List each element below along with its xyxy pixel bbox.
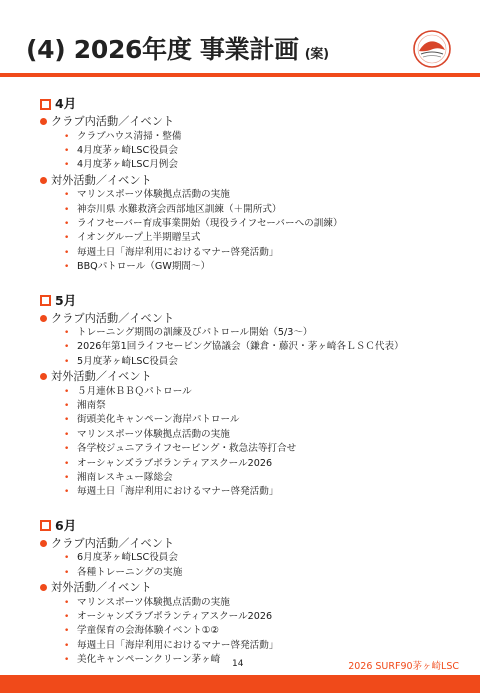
bullet-icon: • (64, 567, 70, 578)
schedule-content (40, 94, 460, 668)
list-item-text: オーシャンズラブボランティアスクール2026 (77, 457, 273, 469)
section-heading (40, 580, 460, 596)
bullet-icon: • (64, 597, 70, 608)
section-label: クラブ内活動／イベント (51, 311, 175, 325)
month-heading (40, 516, 460, 536)
bullet-icon: • (64, 386, 70, 397)
bullet-icon: • (64, 356, 70, 367)
bullet-icon: • (64, 190, 70, 201)
bullet-dot-icon (40, 118, 47, 125)
list-item-text: ５月連休ＢＢＱパトロール (77, 385, 192, 397)
list-item-text: 4月度茅ヶ崎LSC月例会 (77, 159, 178, 171)
list-item (40, 188, 460, 202)
bullet-icon: • (64, 233, 70, 244)
bullet-icon: • (64, 444, 70, 455)
bullet-icon: • (64, 204, 70, 215)
list-item (40, 442, 460, 456)
bullet-icon: • (64, 473, 70, 484)
list-item (40, 624, 460, 638)
section-heading (40, 536, 460, 552)
bullet-icon: • (64, 458, 70, 469)
list-item (40, 471, 460, 485)
bullet-icon: • (64, 487, 70, 498)
list-item-text: オーシャンズラブボランティアスクール2026 (77, 610, 273, 622)
list-item-text: マリンスポーツ体験拠点活動の実施 (77, 596, 230, 608)
list-item (40, 399, 460, 413)
bullet-icon: • (64, 145, 70, 156)
list-item-text: マリンスポーツ体験拠点活動の実施 (77, 189, 230, 201)
list-item (40, 355, 460, 369)
month-spacer (40, 275, 460, 291)
list-item (40, 217, 460, 231)
section-heading (40, 369, 460, 385)
list-item-text: 湘南祭 (77, 400, 106, 412)
month-spacer (40, 500, 460, 516)
list-item-text: クラブハウス清掃・整備 (77, 130, 182, 142)
list-item (40, 596, 460, 610)
bullet-icon: • (64, 247, 70, 258)
list-item-text: BBQパトロール（GW期間～） (77, 261, 211, 273)
square-outline-icon (40, 520, 51, 531)
section-heading (40, 173, 460, 189)
list-item (40, 340, 460, 354)
square-outline-icon (40, 99, 51, 110)
page-title (26, 30, 329, 66)
bullet-icon: • (64, 640, 70, 651)
list-item-text: 街頭美化キャンペーン海岸パトロール (77, 414, 240, 426)
bullet-icon: • (64, 218, 70, 229)
list-item-text: 4月度茅ヶ崎LSC役員会 (77, 144, 178, 156)
bullet-icon: • (64, 160, 70, 171)
list-item-text: 毎週土日「海岸利用におけるマナー啓発活動」 (77, 639, 279, 651)
list-item-text: 6月度茅ヶ崎LSC役員会 (77, 552, 178, 564)
bullet-icon: • (64, 611, 70, 622)
header-accent-bar (0, 73, 480, 77)
bullet-dot-icon (40, 584, 47, 591)
list-item-text: 5月度茅ヶ崎LSC役員会 (77, 355, 178, 367)
bullet-icon: • (64, 342, 70, 353)
section-label: 対外活動／イベント (51, 370, 152, 384)
title-text: (4) 2026年度 事業計画 (26, 35, 299, 64)
list-item (40, 551, 460, 565)
list-item-text: 各学校ジュニアライフセービング・救急法等打合せ (77, 443, 297, 455)
list-item (40, 326, 460, 340)
bullet-icon: • (64, 262, 70, 273)
bullet-icon: • (64, 626, 70, 637)
list-item-text: 各種トレーニングの実施 (77, 566, 183, 578)
footer-brand: 2026 SURF90茅ヶ崎LSC (348, 661, 459, 672)
list-item-text: 毎週土日「海岸利用におけるマナー啓発活動」 (77, 246, 279, 258)
section-heading (40, 311, 460, 327)
list-item (40, 144, 460, 158)
list-item (40, 246, 460, 260)
bullet-icon: • (64, 553, 70, 564)
list-item-text: 毎週土日「海岸利用におけるマナー啓発活動」 (77, 486, 279, 498)
bullet-icon: • (64, 655, 70, 666)
list-item (40, 231, 460, 245)
bullet-dot-icon (40, 177, 47, 184)
list-item-text: イオングループ上半期贈呈式 (77, 232, 201, 244)
section-label: 対外活動／イベント (51, 581, 152, 595)
page-number: 14 (232, 659, 244, 669)
list-item (40, 639, 460, 653)
footer-accent-bar (0, 675, 480, 693)
list-item (40, 610, 460, 624)
list-item-text: 美化キャンペーンクリーン茅ヶ崎 (77, 654, 221, 666)
square-outline-icon (40, 295, 51, 306)
list-item (40, 260, 460, 274)
month-heading (40, 291, 460, 311)
section-label: クラブ内活動／イベント (51, 536, 175, 550)
list-item (40, 158, 460, 172)
list-item (40, 566, 460, 580)
list-item-text: ライフセーバー育成事業開始（現役ライフセーバーへの訓練） (77, 217, 343, 229)
bullet-icon: • (64, 429, 70, 440)
list-item (40, 485, 460, 499)
list-item-text: 学童保育の会海体験イベント①② (77, 625, 219, 637)
list-item-text: 神奈川県 水難救済会西部地区訓練（＋開所式） (77, 203, 282, 215)
list-item-text: マリンスポーツ体験拠点活動の実施 (77, 428, 230, 440)
list-item (40, 385, 460, 399)
month-label: 6月 (55, 517, 77, 533)
month-label: 4月 (55, 96, 77, 111)
list-item (40, 130, 460, 144)
section-heading (40, 114, 460, 130)
bullet-icon: • (64, 415, 70, 426)
bullet-icon: • (64, 401, 70, 412)
list-item (40, 428, 460, 442)
list-item (40, 203, 460, 217)
list-item-text: 2026年第1回ライフセービング協議会（鎌倉・藤沢・茅ヶ崎各ＬＳＣ代表） (77, 341, 404, 353)
month-label: 5月 (55, 292, 77, 308)
club-logo-icon (412, 29, 452, 69)
bullet-dot-icon (40, 540, 47, 547)
list-item-text: 湘南レスキュー隊総会 (77, 472, 173, 484)
month-heading (40, 94, 460, 114)
list-item (40, 413, 460, 427)
bullet-icon: • (64, 328, 70, 339)
title-subtitle: (案) (304, 47, 329, 62)
bullet-icon: • (64, 131, 70, 142)
section-label: 対外活動／イベント (51, 173, 152, 187)
bullet-dot-icon (40, 373, 47, 380)
bullet-dot-icon (40, 315, 47, 322)
list-item (40, 457, 460, 471)
section-label: クラブ内活動／イベント (51, 115, 175, 128)
list-item-text: トレーニング期間の訓練及びパトロール開始（5/3～） (77, 327, 313, 339)
